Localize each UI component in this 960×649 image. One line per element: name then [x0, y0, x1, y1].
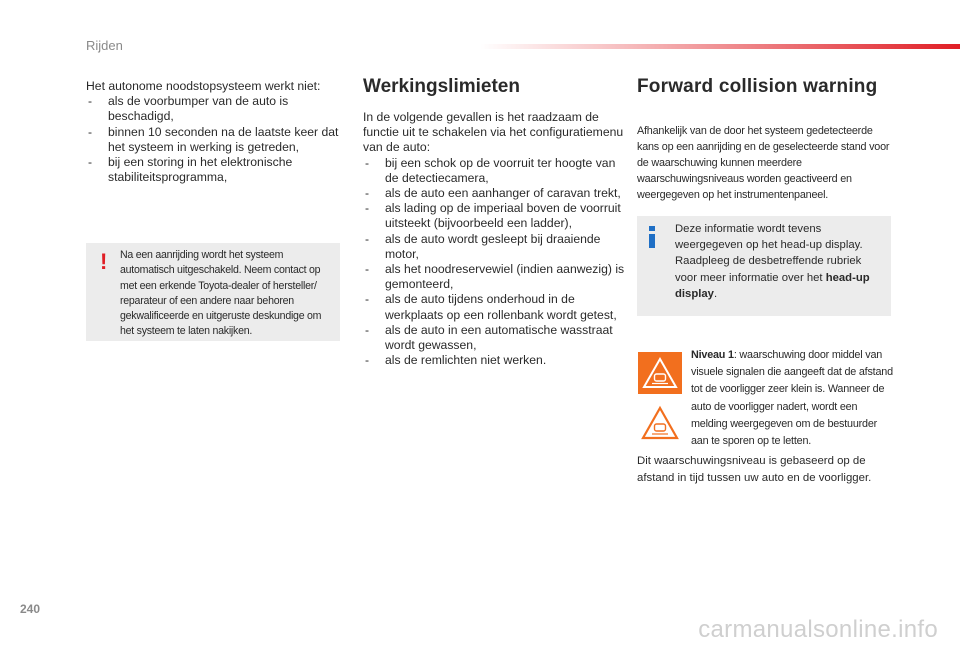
list-item: - als de voorbumper van de auto is beschadigd,	[86, 94, 348, 124]
watermark: carmanualsonline.info	[698, 616, 938, 643]
header-accent-bar	[480, 44, 960, 49]
list-item: - als de auto wordt gesleept bij draaiende motor,	[363, 232, 625, 262]
info-bold-link-text: head-up display	[675, 271, 870, 300]
list-item: - als de remlichten niet werken.	[363, 353, 625, 368]
col2-list	[363, 156, 625, 369]
col1-intro: Het autonome noodstopsysteem werkt niet:	[86, 79, 321, 93]
list-item: - bij een schok op de voorruit ter hoogte van de detectiecamera,	[363, 156, 625, 186]
info-text: Deze informatie wordt tevens weergegeven op het head-up display. Raadpleeg de desbetreffende rubriek voor meer informatie over het head-up display.	[675, 223, 870, 300]
warning-box	[86, 243, 340, 341]
list-item: - bij een storing in het elektronische stabiliteitsprogramma,	[86, 155, 348, 185]
section-header-label: Rijden	[86, 38, 123, 53]
info-icon	[647, 226, 657, 248]
list-item: - als de auto een aanhanger of caravan trekt,	[363, 186, 625, 201]
fcw-outro: Dit waarschuwingsniveau is gebaseerd op de afstand in tijd tussen uw auto en de voorligger.	[637, 455, 872, 484]
info-box	[637, 216, 891, 316]
column-middle	[363, 110, 625, 368]
list-item: - als de auto tijdens onderhoud in de werkplaats op een rollenbank wordt getest,	[363, 292, 625, 322]
list-item: - binnen 10 seconden na de laatste keer dat het systeem in werking is getreden,	[86, 125, 348, 155]
heading-werkingslimieten: Werkingslimieten	[363, 76, 520, 97]
warning-exclamation-icon: !	[100, 249, 108, 274]
col2-intro: In de volgende gevallen is het raadzaam de functie uit te schakelen via het configuratiemenu van de auto:	[363, 110, 624, 155]
warning-text: Na een aanrijding wordt het systeem automatisch uitgeschakeld. Neem contact op met een erkende Toyota-dealer of hersteller/ reparateur of een andere naar behoren gekwalificeerde en uitgeruste deskundige om het systeem te laten nakijken.	[120, 249, 322, 338]
fcw-intro: Afhankelijk van de door het systeem gedetecteerde kans op een aanrijding en de geselecteerde stand voor de waarschuwing kunnen meerdere waarschuwingsniveaus worden geactiveerd en weergegeven op het instrumentenpaneel.	[637, 125, 890, 201]
niveau-1-text: Niveau 1: waarschuwing door middel van visuele signalen die aangeeft dat de afstand tot de voorligger zeer klein is. Wanneer de auto de voorligger nadert, wordt een melding weergegeven om de bestuurder aan te sporen op te letten.	[691, 349, 893, 448]
list-item: - als de auto in een automatische wasstraat wordt gewassen,	[363, 323, 625, 353]
collision-warning-filled-icon	[638, 352, 682, 394]
list-item: - als lading op de imperiaal boven de voorruit uitsteekt (bijvoorbeeld een ladder),	[363, 201, 625, 231]
list-item: - als het noodreservewiel (indien aanwezig) is gemonteerd,	[363, 262, 625, 292]
column-left	[86, 79, 348, 185]
col1-list	[86, 94, 348, 185]
page-number: 240	[20, 602, 41, 616]
niveau-label: Niveau 1	[691, 349, 734, 361]
heading-forward-collision-warning: Forward collision warning	[637, 76, 878, 97]
collision-warning-outline-icon	[638, 403, 682, 445]
